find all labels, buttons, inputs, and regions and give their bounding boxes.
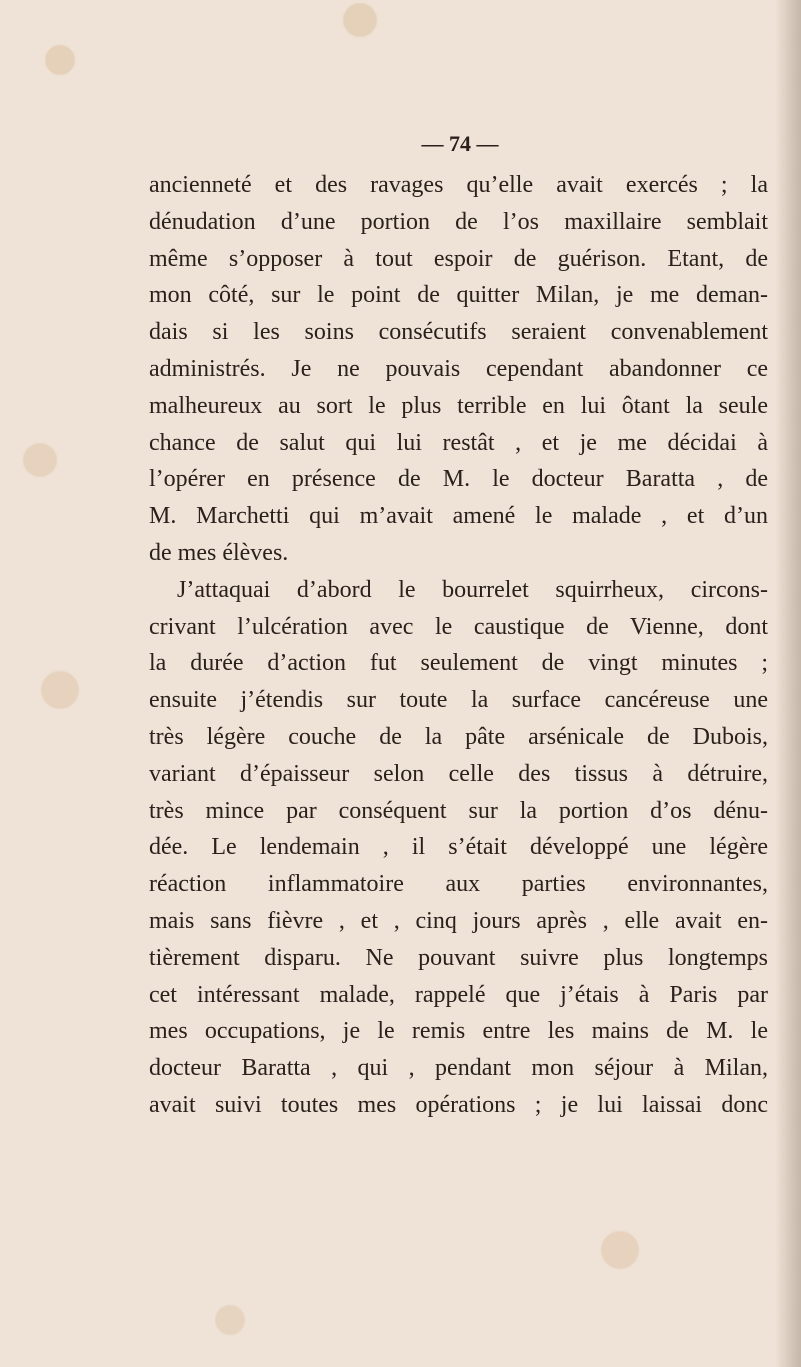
text-line: avait suivi toutes mes opérations ; je lui laissai donc: [149, 1091, 768, 1118]
text-line: très mince par conséquent sur la portion d’os dénu-: [149, 797, 768, 824]
text-line: ancienneté et des ravages qu’elle avait exercés ; la: [149, 172, 768, 198]
text-line: mais sans fièvre , et , cinq jours après , elle avait en-: [149, 907, 768, 934]
text-line: très légère couche de la pâte arsénicale de Dubois,: [149, 723, 768, 750]
text-line: variant d’épaisseur selon celle des tissus à détruire,: [149, 760, 768, 787]
body-text: [149, 167, 768, 1124]
text-line: crivant l’ulcération avec le caustique de Vienne, dont: [149, 613, 768, 640]
text-line: administrés. Je ne pouvais cependant abandonner ce: [149, 355, 768, 382]
text-line: mes occupations, je le remis entre les mains de M. le: [149, 1018, 768, 1045]
text-line: la durée d’action fut seulement de vingt minutes ;: [149, 650, 768, 677]
text-line: même s’opposer à tout espoir de guérison. Etant, de: [149, 245, 768, 272]
text-line: docteur Baratta , qui , pendant mon séjour à Milan,: [149, 1055, 768, 1082]
text-line-paragraph-end: de mes élèves.: [149, 539, 289, 566]
text-line: M. Marchetti qui m’avait amené le malade , et d’un: [149, 503, 768, 530]
text-line-paragraph-start: J’attaquai d’abord le bourrelet squirrheux, circons-: [177, 576, 768, 603]
text-line: dénudation d’une portion de l’os maxillaire semblait: [149, 208, 768, 235]
text-line: réaction inflammatoire aux parties environnantes,: [149, 871, 768, 898]
text-line: chance de salut qui lui restât , et je me décidai à: [149, 429, 768, 456]
text-line: dée. Le lendemain , il s’était développé une légère: [149, 834, 768, 861]
text-line: cet intéressant malade, rappelé que j’étais à Paris par: [149, 981, 768, 1008]
text-line: ensuite j’étendis sur toute la surface cancéreuse une: [149, 687, 768, 714]
text-line: dais si les soins consécutifs seraient convenablement: [149, 319, 768, 346]
text-line: malheureux au sort le plus terrible en lui ôtant la seule: [149, 392, 768, 419]
text-line: l’opérer en présence de M. le docteur Baratta , de: [149, 466, 768, 493]
page-number: — 74 —: [421, 131, 499, 156]
text-line: tièrement disparu. Ne pouvant suivre plus longtemps: [149, 944, 768, 971]
text-line: mon côté, sur le point de quitter Milan, je me deman-: [149, 282, 768, 309]
